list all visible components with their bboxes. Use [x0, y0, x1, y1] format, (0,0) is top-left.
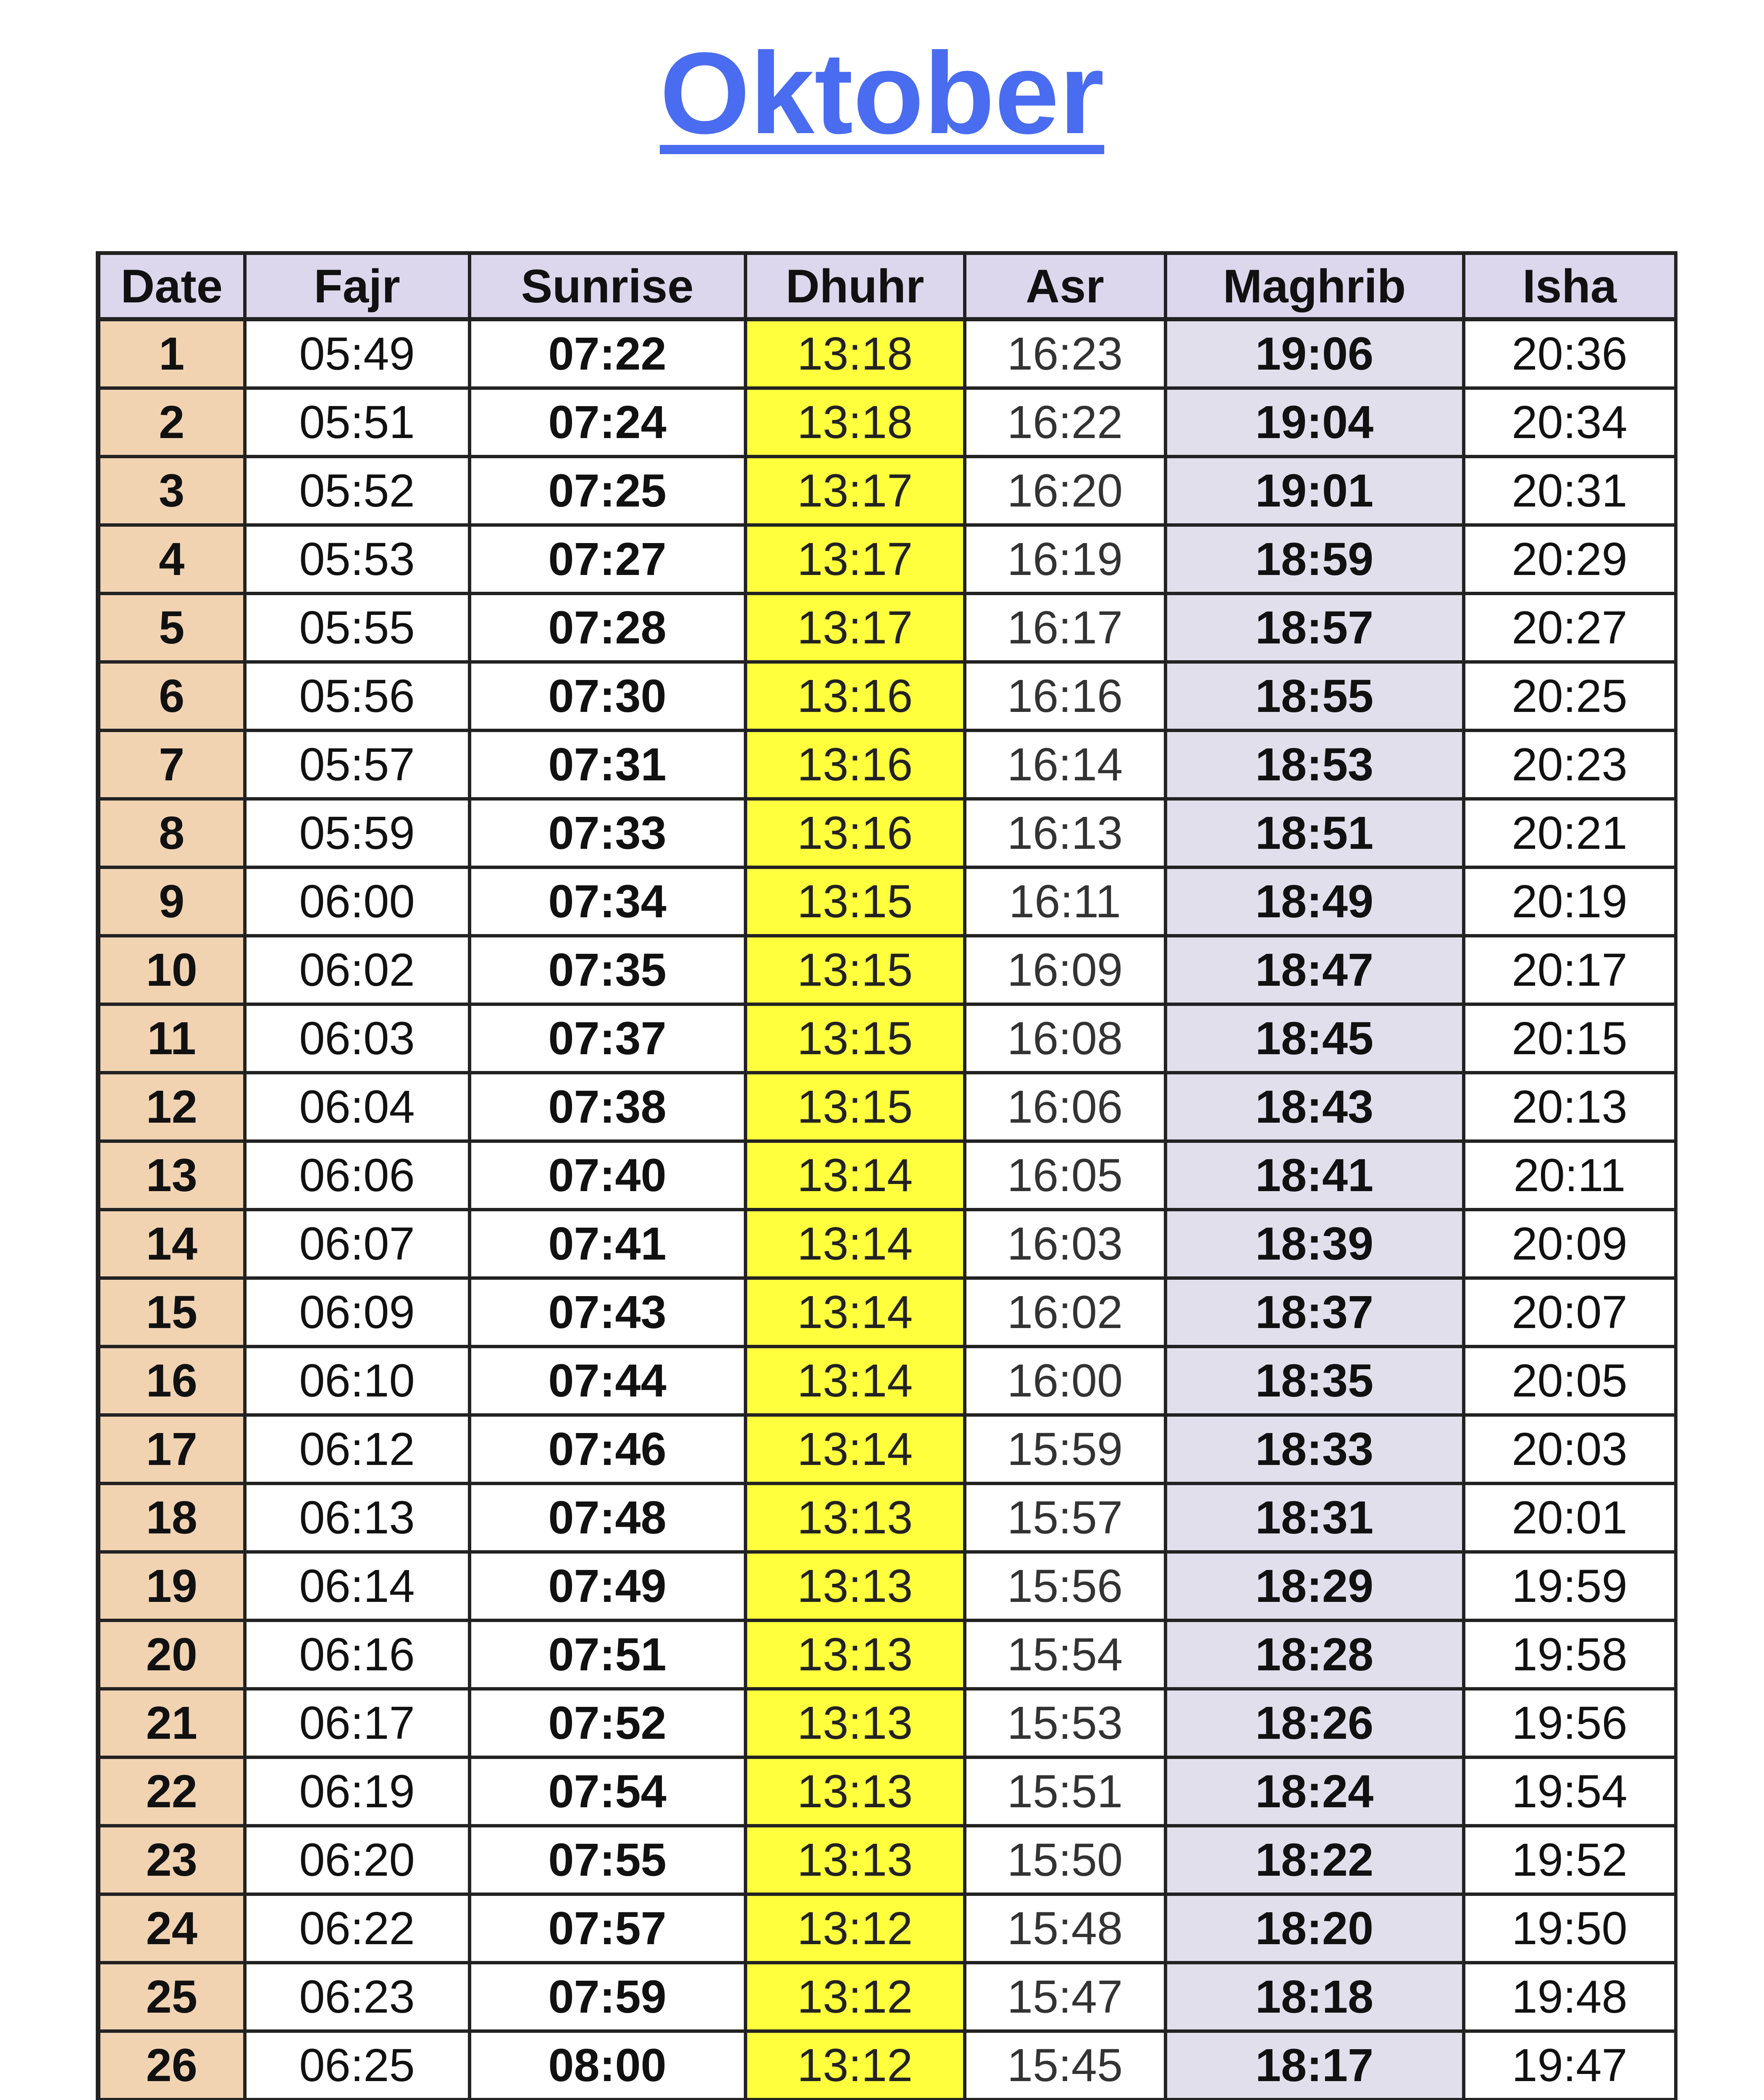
- dhuhr-cell: 13:18: [746, 388, 965, 457]
- sunrise-cell: 07:49: [470, 1552, 746, 1620]
- isha-cell: 20:29: [1464, 525, 1676, 593]
- table-row: [98, 457, 1676, 525]
- isha-cell: 20:36: [1464, 319, 1676, 388]
- maghrib-cell: 18:39: [1166, 1210, 1464, 1278]
- date-cell: 3: [98, 457, 245, 525]
- fajr-cell: 06:22: [245, 1894, 470, 1963]
- table-row: [98, 1894, 1676, 1963]
- fajr-cell: 05:52: [245, 457, 470, 525]
- sunrise-cell: 07:52: [470, 1689, 746, 1757]
- table-row: [98, 1141, 1676, 1210]
- table-row: [98, 1963, 1676, 2031]
- isha-cell: 19:47: [1464, 2031, 1676, 2100]
- sunrise-cell: 07:46: [470, 1415, 746, 1483]
- table-row: [98, 662, 1676, 730]
- isha-cell: 20:11: [1464, 1141, 1676, 1210]
- date-cell: 11: [98, 1004, 245, 1073]
- sunrise-cell: 07:41: [470, 1210, 746, 1278]
- table-row: [98, 1552, 1676, 1620]
- sunrise-cell: 07:43: [470, 1278, 746, 1347]
- table-row: [98, 388, 1676, 457]
- isha-cell: 19:52: [1464, 1826, 1676, 1894]
- dhuhr-cell: 13:15: [746, 1073, 965, 1141]
- isha-cell: 20:03: [1464, 1415, 1676, 1483]
- date-cell: 17: [98, 1415, 245, 1483]
- dhuhr-cell: 13:16: [746, 662, 965, 730]
- date-cell: 6: [98, 662, 245, 730]
- asr-cell: 16:20: [965, 457, 1166, 525]
- date-cell: 18: [98, 1483, 245, 1552]
- maghrib-cell: 18:47: [1166, 936, 1464, 1004]
- sunrise-cell: 07:38: [470, 1073, 746, 1141]
- dhuhr-cell: 13:12: [746, 1963, 965, 2031]
- dhuhr-cell: 13:13: [746, 1826, 965, 1894]
- fajr-cell: 06:02: [245, 936, 470, 1004]
- date-cell: 8: [98, 799, 245, 867]
- asr-cell: 16:06: [965, 1073, 1166, 1141]
- fajr-cell: 05:53: [245, 525, 470, 593]
- date-cell: 20: [98, 1620, 245, 1689]
- fajr-cell: 05:56: [245, 662, 470, 730]
- maghrib-cell: 19:04: [1166, 388, 1464, 457]
- table-row: [98, 1483, 1676, 1552]
- date-cell: 15: [98, 1278, 245, 1347]
- asr-cell: 16:13: [965, 799, 1166, 867]
- sunrise-cell: 07:35: [470, 936, 746, 1004]
- sunrise-cell: 07:57: [470, 1894, 746, 1963]
- maghrib-cell: 18:43: [1166, 1073, 1464, 1141]
- asr-cell: 16:11: [965, 867, 1166, 936]
- isha-cell: 20:21: [1464, 799, 1676, 867]
- fajr-cell: 05:49: [245, 319, 470, 388]
- isha-cell: 20:13: [1464, 1073, 1676, 1141]
- isha-cell: 20:27: [1464, 593, 1676, 662]
- dhuhr-cell: 13:15: [746, 867, 965, 936]
- maghrib-cell: 18:24: [1166, 1757, 1464, 1826]
- fajr-cell: 06:06: [245, 1141, 470, 1210]
- fajr-cell: 06:04: [245, 1073, 470, 1141]
- asr-cell: 16:03: [965, 1210, 1166, 1278]
- date-cell: 22: [98, 1757, 245, 1826]
- isha-cell: 19:50: [1464, 1894, 1676, 1963]
- asr-cell: 16:09: [965, 936, 1166, 1004]
- date-cell: 12: [98, 1073, 245, 1141]
- fajr-cell: 06:23: [245, 1963, 470, 2031]
- dhuhr-cell: 13:17: [746, 593, 965, 662]
- header-maghrib: Maghrib: [1166, 253, 1464, 320]
- dhuhr-cell: 13:14: [746, 1278, 965, 1347]
- sunrise-cell: 07:37: [470, 1004, 746, 1073]
- maghrib-cell: 18:18: [1166, 1963, 1464, 2031]
- maghrib-cell: 18:49: [1166, 867, 1464, 936]
- isha-cell: 19:58: [1464, 1620, 1676, 1689]
- isha-cell: 20:15: [1464, 1004, 1676, 1073]
- dhuhr-cell: 13:15: [746, 1004, 965, 1073]
- maghrib-cell: 18:55: [1166, 662, 1464, 730]
- table-row: [98, 1210, 1676, 1278]
- maghrib-cell: 18:20: [1166, 1894, 1464, 1963]
- table-row: [98, 2031, 1676, 2100]
- dhuhr-cell: 13:14: [746, 1415, 965, 1483]
- asr-cell: 16:22: [965, 388, 1166, 457]
- table-row: [98, 1620, 1676, 1689]
- date-cell: 21: [98, 1689, 245, 1757]
- header-fajr: Fajr: [245, 253, 470, 320]
- asr-cell: 15:48: [965, 1894, 1166, 1963]
- sunrise-cell: 07:34: [470, 867, 746, 936]
- dhuhr-cell: 13:13: [746, 1689, 965, 1757]
- fajr-cell: 05:59: [245, 799, 470, 867]
- dhuhr-cell: 13:17: [746, 457, 965, 525]
- dhuhr-cell: 13:12: [746, 1894, 965, 1963]
- table-row: [98, 1347, 1676, 1415]
- dhuhr-cell: 13:13: [746, 1620, 965, 1689]
- date-cell: 14: [98, 1210, 245, 1278]
- fajr-cell: 06:14: [245, 1552, 470, 1620]
- sunrise-cell: 07:28: [470, 593, 746, 662]
- table-row: [98, 525, 1676, 593]
- table-header: [98, 253, 1676, 320]
- dhuhr-cell: 13:13: [746, 1552, 965, 1620]
- maghrib-cell: 18:33: [1166, 1415, 1464, 1483]
- table-row: [98, 936, 1676, 1004]
- maghrib-cell: 18:53: [1166, 730, 1464, 799]
- isha-cell: 19:59: [1464, 1552, 1676, 1620]
- table-row: [98, 730, 1676, 799]
- fajr-cell: 06:25: [245, 2031, 470, 2100]
- sunrise-cell: 07:55: [470, 1826, 746, 1894]
- table-row: [98, 799, 1676, 867]
- asr-cell: 16:19: [965, 525, 1166, 593]
- asr-cell: 15:56: [965, 1552, 1166, 1620]
- dhuhr-cell: 13:15: [746, 936, 965, 1004]
- sunrise-cell: 07:25: [470, 457, 746, 525]
- asr-cell: 16:05: [965, 1141, 1166, 1210]
- table-row: [98, 319, 1676, 388]
- table-row: [98, 867, 1676, 936]
- fajr-cell: 05:55: [245, 593, 470, 662]
- maghrib-cell: 19:01: [1166, 457, 1464, 525]
- isha-cell: 19:48: [1464, 1963, 1676, 2031]
- date-cell: 1: [98, 319, 245, 388]
- asr-cell: 15:51: [965, 1757, 1166, 1826]
- maghrib-cell: 19:06: [1166, 319, 1464, 388]
- title-text: Oktober: [659, 29, 1105, 158]
- maghrib-cell: 18:29: [1166, 1552, 1464, 1620]
- dhuhr-cell: 13:13: [746, 1483, 965, 1552]
- asr-cell: 16:02: [965, 1278, 1166, 1347]
- dhuhr-cell: 13:16: [746, 799, 965, 867]
- date-cell: 19: [98, 1552, 245, 1620]
- fajr-cell: 06:16: [245, 1620, 470, 1689]
- table-row: [98, 1073, 1676, 1141]
- date-cell: 25: [98, 1963, 245, 2031]
- sunrise-cell: 07:22: [470, 319, 746, 388]
- date-cell: 5: [98, 593, 245, 662]
- isha-cell: 19:56: [1464, 1689, 1676, 1757]
- maghrib-cell: 18:59: [1166, 525, 1464, 593]
- fajr-cell: 06:00: [245, 867, 470, 936]
- asr-cell: 16:16: [965, 662, 1166, 730]
- dhuhr-cell: 13:12: [746, 2031, 965, 2100]
- header-isha: Isha: [1464, 253, 1676, 320]
- dhuhr-cell: 13:17: [746, 525, 965, 593]
- maghrib-cell: 18:35: [1166, 1347, 1464, 1415]
- asr-cell: 15:47: [965, 1963, 1166, 2031]
- date-cell: 2: [98, 388, 245, 457]
- header-dhuhr: Dhuhr: [746, 253, 965, 320]
- isha-cell: 20:07: [1464, 1278, 1676, 1347]
- asr-cell: 15:45: [965, 2031, 1166, 2100]
- header-sunrise: Sunrise: [470, 253, 746, 320]
- asr-cell: 16:14: [965, 730, 1166, 799]
- asr-cell: 15:54: [965, 1620, 1166, 1689]
- table-row: [98, 1004, 1676, 1073]
- sunrise-cell: 07:31: [470, 730, 746, 799]
- isha-cell: 20:09: [1464, 1210, 1676, 1278]
- date-cell: 13: [98, 1141, 245, 1210]
- sunrise-cell: 07:44: [470, 1347, 746, 1415]
- sunrise-cell: 07:30: [470, 662, 746, 730]
- asr-cell: 15:50: [965, 1826, 1166, 1894]
- fajr-cell: 06:13: [245, 1483, 470, 1552]
- page-title: [0, 29, 1764, 158]
- maghrib-cell: 18:28: [1166, 1620, 1464, 1689]
- date-cell: 16: [98, 1347, 245, 1415]
- sunrise-cell: 08:00: [470, 2031, 746, 2100]
- date-cell: 24: [98, 1894, 245, 1963]
- isha-cell: 20:01: [1464, 1483, 1676, 1552]
- maghrib-cell: 18:41: [1166, 1141, 1464, 1210]
- fajr-cell: 06:10: [245, 1347, 470, 1415]
- maghrib-cell: 18:22: [1166, 1826, 1464, 1894]
- fajr-cell: 06:07: [245, 1210, 470, 1278]
- fajr-cell: 05:57: [245, 730, 470, 799]
- isha-cell: 20:19: [1464, 867, 1676, 936]
- table-row: [98, 1757, 1676, 1826]
- sunrise-cell: 07:40: [470, 1141, 746, 1210]
- sunrise-cell: 07:33: [470, 799, 746, 867]
- dhuhr-cell: 13:14: [746, 1210, 965, 1278]
- isha-cell: 20:23: [1464, 730, 1676, 799]
- table-body: [98, 319, 1676, 2100]
- fajr-cell: 06:17: [245, 1689, 470, 1757]
- isha-cell: 20:31: [1464, 457, 1676, 525]
- header-row: [98, 253, 1676, 320]
- isha-cell: 20:34: [1464, 388, 1676, 457]
- maghrib-cell: 18:51: [1166, 799, 1464, 867]
- isha-cell: 20:17: [1464, 936, 1676, 1004]
- date-cell: 7: [98, 730, 245, 799]
- fajr-cell: 06:12: [245, 1415, 470, 1483]
- date-cell: 26: [98, 2031, 245, 2100]
- dhuhr-cell: 13:14: [746, 1141, 965, 1210]
- asr-cell: 15:59: [965, 1415, 1166, 1483]
- dhuhr-cell: 13:16: [746, 730, 965, 799]
- fajr-cell: 06:03: [245, 1004, 470, 1073]
- isha-cell: 19:54: [1464, 1757, 1676, 1826]
- table-row: [98, 1689, 1676, 1757]
- table-row: [98, 1278, 1676, 1347]
- asr-cell: 16:17: [965, 593, 1166, 662]
- isha-cell: 20:25: [1464, 662, 1676, 730]
- table-row: [98, 1415, 1676, 1483]
- date-cell: 23: [98, 1826, 245, 1894]
- asr-cell: 15:53: [965, 1689, 1166, 1757]
- sunrise-cell: 07:54: [470, 1757, 746, 1826]
- date-cell: 9: [98, 867, 245, 936]
- fajr-cell: 06:20: [245, 1826, 470, 1894]
- fajr-cell: 06:09: [245, 1278, 470, 1347]
- fajr-cell: 06:19: [245, 1757, 470, 1826]
- dhuhr-cell: 13:18: [746, 319, 965, 388]
- sunrise-cell: 07:24: [470, 388, 746, 457]
- date-cell: 4: [98, 525, 245, 593]
- maghrib-cell: 18:17: [1166, 2031, 1464, 2100]
- sunrise-cell: 07:51: [470, 1620, 746, 1689]
- isha-cell: 20:05: [1464, 1347, 1676, 1415]
- asr-cell: 16:23: [965, 319, 1166, 388]
- sunrise-cell: 07:48: [470, 1483, 746, 1552]
- fajr-cell: 05:51: [245, 388, 470, 457]
- header-date: Date: [98, 253, 245, 320]
- asr-cell: 16:00: [965, 1347, 1166, 1415]
- dhuhr-cell: 13:14: [746, 1347, 965, 1415]
- sunrise-cell: 07:27: [470, 525, 746, 593]
- maghrib-cell: 18:57: [1166, 593, 1464, 662]
- maghrib-cell: 18:31: [1166, 1483, 1464, 1552]
- date-cell: 10: [98, 936, 245, 1004]
- maghrib-cell: 18:37: [1166, 1278, 1464, 1347]
- table-row: [98, 1826, 1676, 1894]
- maghrib-cell: 18:26: [1166, 1689, 1464, 1757]
- asr-cell: 15:57: [965, 1483, 1166, 1552]
- asr-cell: 16:08: [965, 1004, 1166, 1073]
- maghrib-cell: 18:45: [1166, 1004, 1464, 1073]
- sunrise-cell: 07:59: [470, 1963, 746, 2031]
- dhuhr-cell: 13:13: [746, 1757, 965, 1826]
- table-row: [98, 593, 1676, 662]
- prayer-times-table: [96, 251, 1677, 2100]
- header-asr: Asr: [965, 253, 1166, 320]
